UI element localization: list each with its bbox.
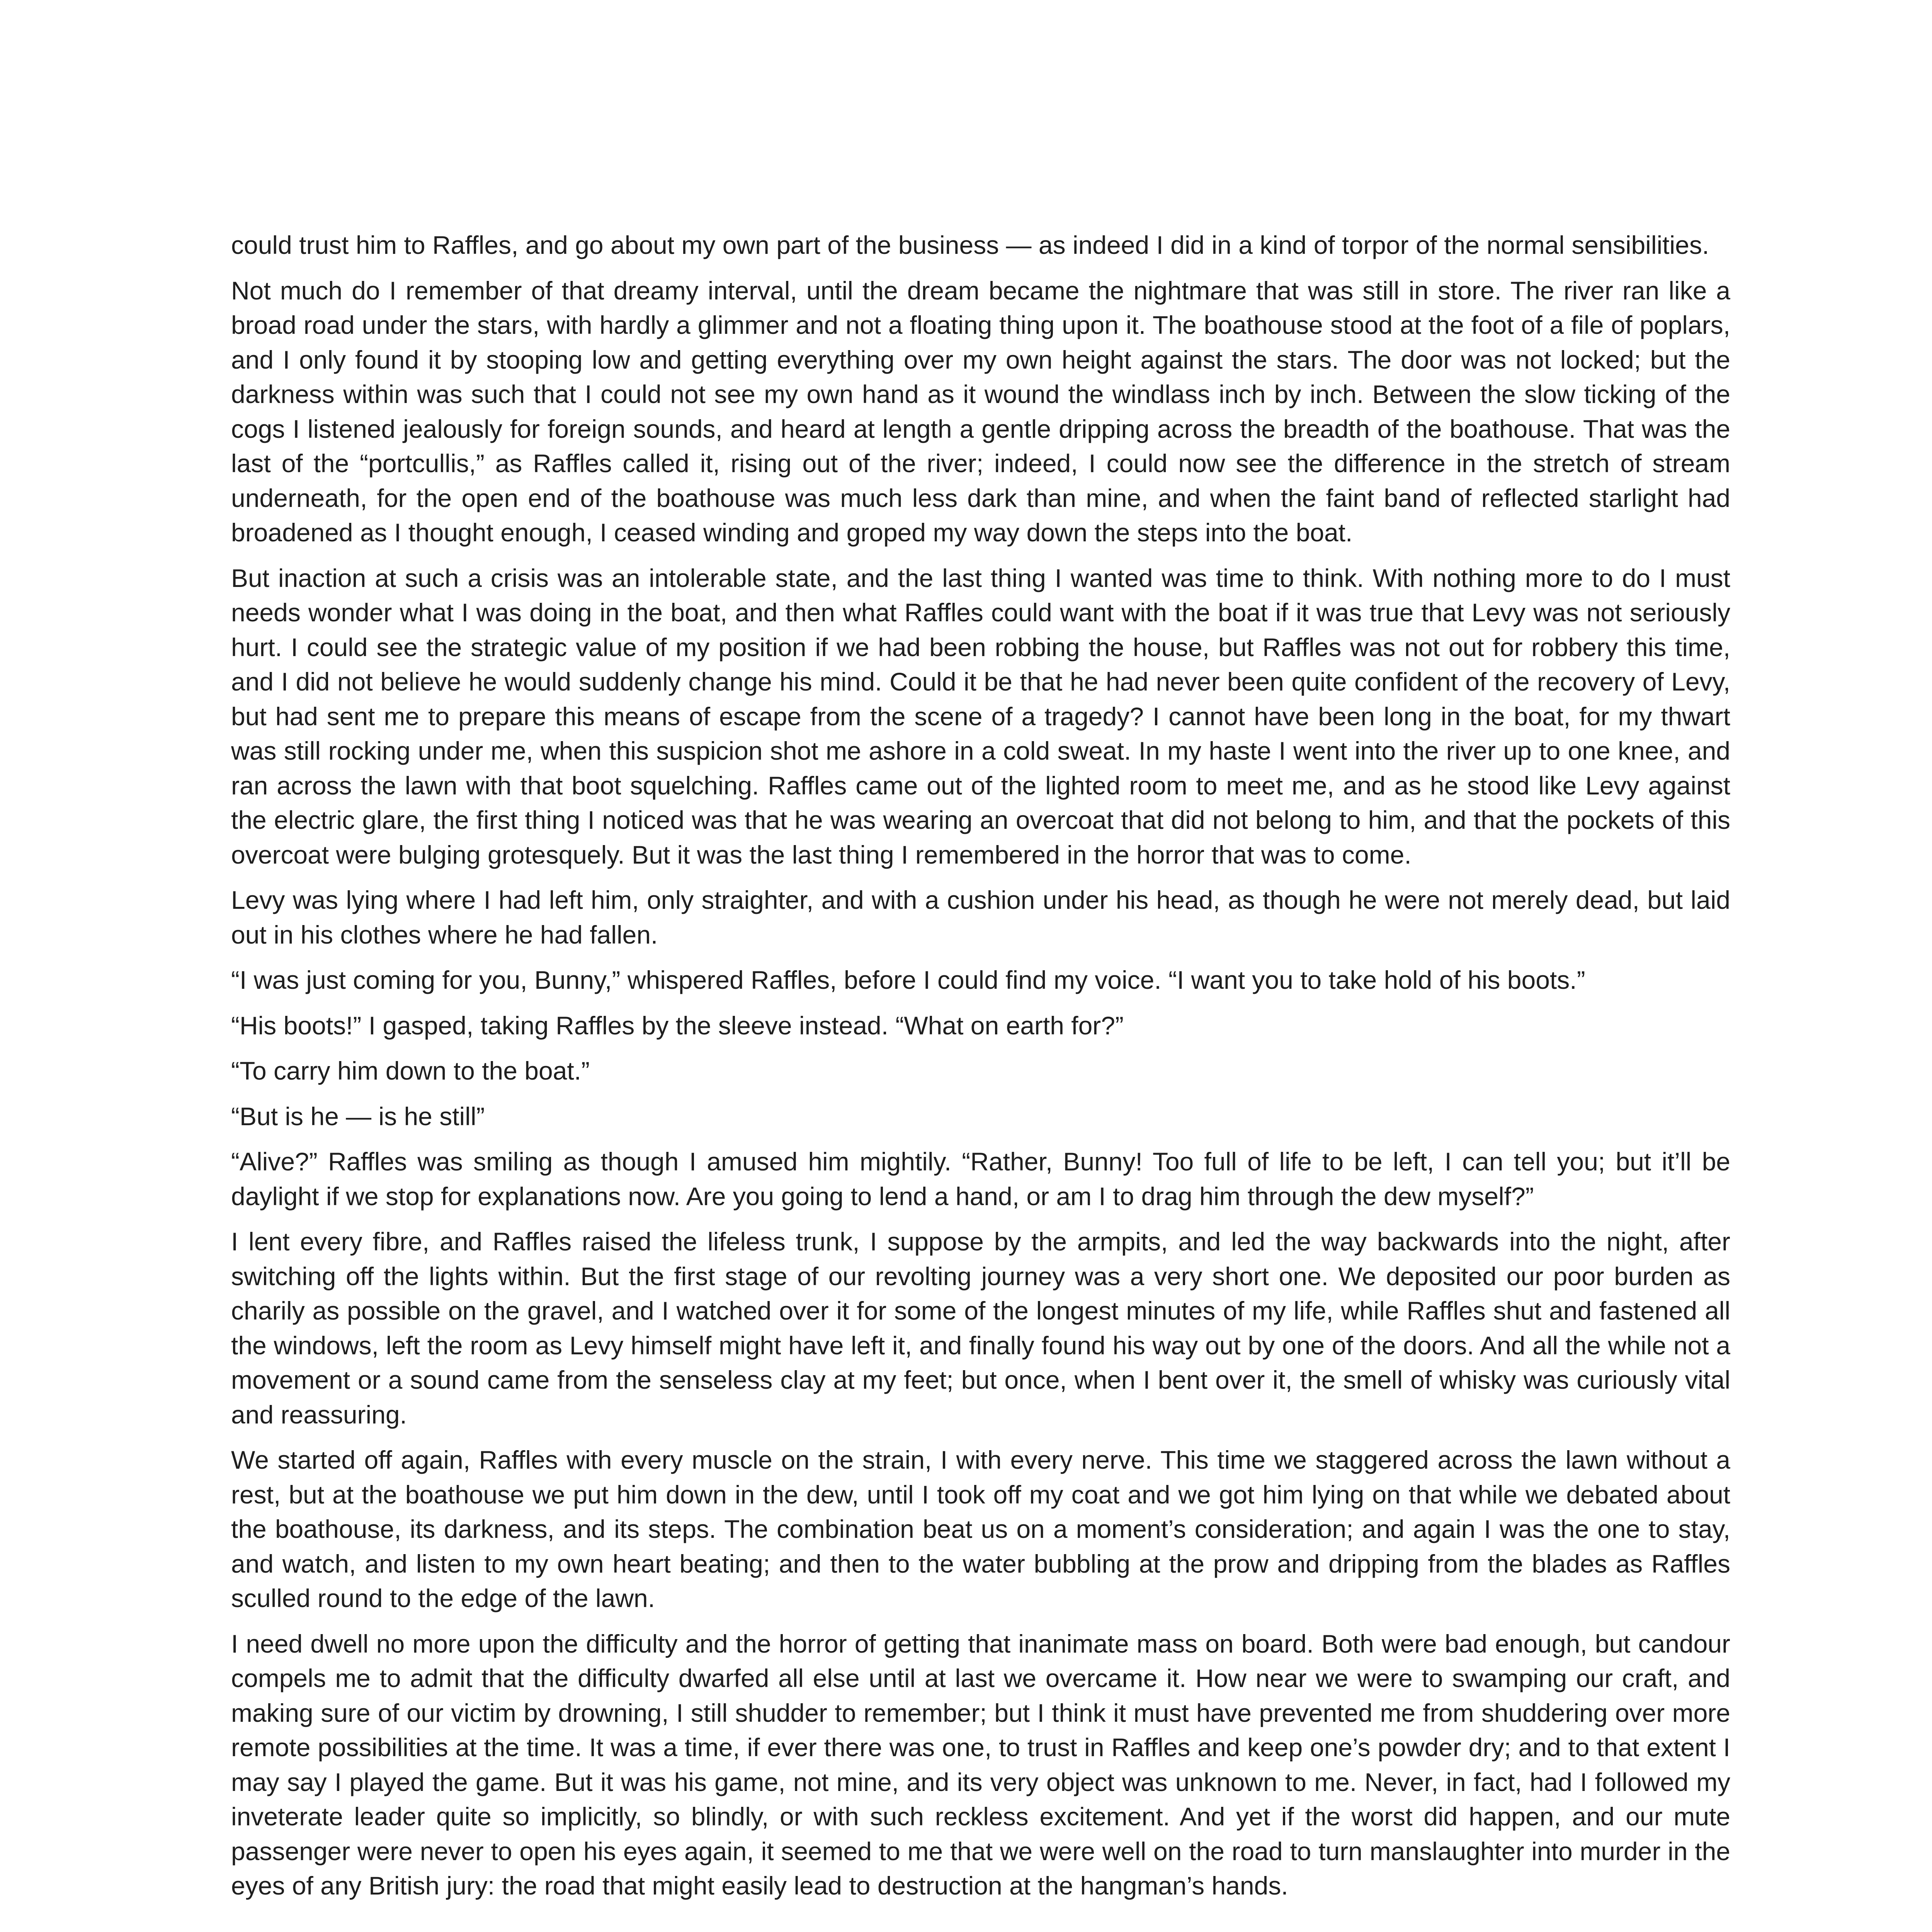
paragraph: But inaction at such a crisis was an intolerable state, and the last thing I wanted was time to think. With nothing more to do I must needs wonder what I was doing in the boat, and then what Raffles could want with the boat if it was true that Levy was not seriously hurt. I could see the strategic value of my position if we had been robbing the house, but Raffles was not out for robbery this time, and I did not believe he would suddenly change his mind. Could it be that he had never been quite confident of the recovery of Levy, but had sent me to prepare this means of escape from the scene of a tragedy? I cannot have been long in the boat, for my thwart was still rocking under me, when this suspicion shot me ashore in a cold sweat. In my haste I went into the river up to one knee, and ran across the lawn with that boot squelching. Raffles came out of the lighted room to meet me, and as he stood like Levy against the electric glare, the first thing I noticed was that he was wearing an overcoat that did not belong to him, and that the pockets of this overcoat were bulging grotesquely. But it was the last thing I remembered in the horror that was to come.	[231, 563, 1730, 869]
body-text	[231, 228, 1730, 1932]
paragraph: “But is he — is he still”	[231, 1102, 485, 1131]
paragraph: “Alive?” Raffles was smiling as though I amused him mightily. “Rather, Bunny! Too full of life to be left, I can tell you; but it’ll be daylight if we stop for explanations now. Are you going to lend a hand, or am I to drag him through the dew myself?”	[231, 1147, 1730, 1211]
paragraph: “I was just coming for you, Bunny,” whispered Raffles, before I could find my voice. “I want you to take hold of his boots.”	[231, 966, 1585, 994]
paragraph: Levy was lying where I had left him, only straighter, and with a cushion under his head, as though he were not merely dead, but laid out in his clothes where he had fallen.	[231, 886, 1730, 949]
paragraph: I need dwell no more upon the difficulty and the horror of getting that inanimate mass on board. Both were bad enough, but candour compels me to admit that the difficulty dwarfed all else until at last we overcame it. How near we were to swamping our craft, and making sure of our victim by drowning, I still shudder to remember; but I think it must have prevented me from shuddering over more remote possibilities at the time. It was a time, if ever there was one, to trust in Raffles and keep one’s powder dry; and to that extent I may say I played the game. But it was his game, not mine, and its very object was unknown to me. Never, in fact, had I followed my inveterate leader quite so implicitly, so blindly, or with such reckless excitement. And yet if the worst did happen, and our mute passenger were never to open his eyes again, it seemed to me that we were well on the road to turn manslaughter into murder in the eyes of any British jury: the road that might easily lead to destruction at the hangman’s hands.	[231, 1629, 1730, 1900]
paragraph: I lent every fibre, and Raffles raised the lifeless trunk, I suppose by the armpits, and led the way backwards into the night, after switching off the lights within. But the first stage of our revolting journey was a very short one. We deposited our poor burden as charily as possible on the gravel, and I watched over it for some of the longest minutes of my life, while Raffles shut and fastened all the windows, left the room as Levy himself might have left it, and finally found his way out by one of the doors. And all the while not a movement or a sound came from the senseless clay at my feet; but once, when I bent over it, the smell of whisky was curiously vital and reassuring.	[231, 1227, 1730, 1429]
paragraph: “To carry him down to the boat.”	[231, 1056, 590, 1085]
paragraph: We started off again, Raffles with every muscle on the strain, I with every nerve. This time we staggered across the lawn without a rest, but at the boathouse we put him down in the dew, until I took off my coat and we got him lying on that while we debated about the boathouse, its darkness, and its steps. The combination beat us on a moment’s consideration; and again I was the one to stay, and watch, and listen to my own heart beating; and then to the water bubbling at the prow and dripping from the blades as Raffles sculled round to the edge of the lawn.	[231, 1446, 1730, 1612]
paragraph: Not much do I remember of that dreamy interval, until the dream became the nightmare that was still in store. The river ran like a broad road under the stars, with hardly a glimmer and not a floating thing upon it. The boathouse stood at the foot of a file of poplars, and I only found it by stooping low and getting everything over my own height against the stars. The door was not locked; but the darkness within was such that I could not see my own hand as it wound the windlass inch by inch. Between the slow ticking of the cogs I listened jealously for foreign sounds, and heard at length a gentle dripping across the breadth of the boathouse. That was the last of the “portcullis,” as Raffles called it, rising out of the river; indeed, I could now see the difference in the stretch of stream underneath, for the open end of the boathouse was much less dark than mine, and when the faint band of reflected starlight had broadened as I thought enough, I ceased winding and groped my way down the steps into the boat.	[231, 276, 1730, 547]
paragraph: “His boots!” I gasped, taking Raffles by the sleeve instead. “What on earth for?”	[231, 1011, 1124, 1040]
paragraph: could trust him to Raffles, and go about my own part of the business — as indeed I did in a kind of torpor of the normal sensibilities.	[231, 231, 1709, 259]
